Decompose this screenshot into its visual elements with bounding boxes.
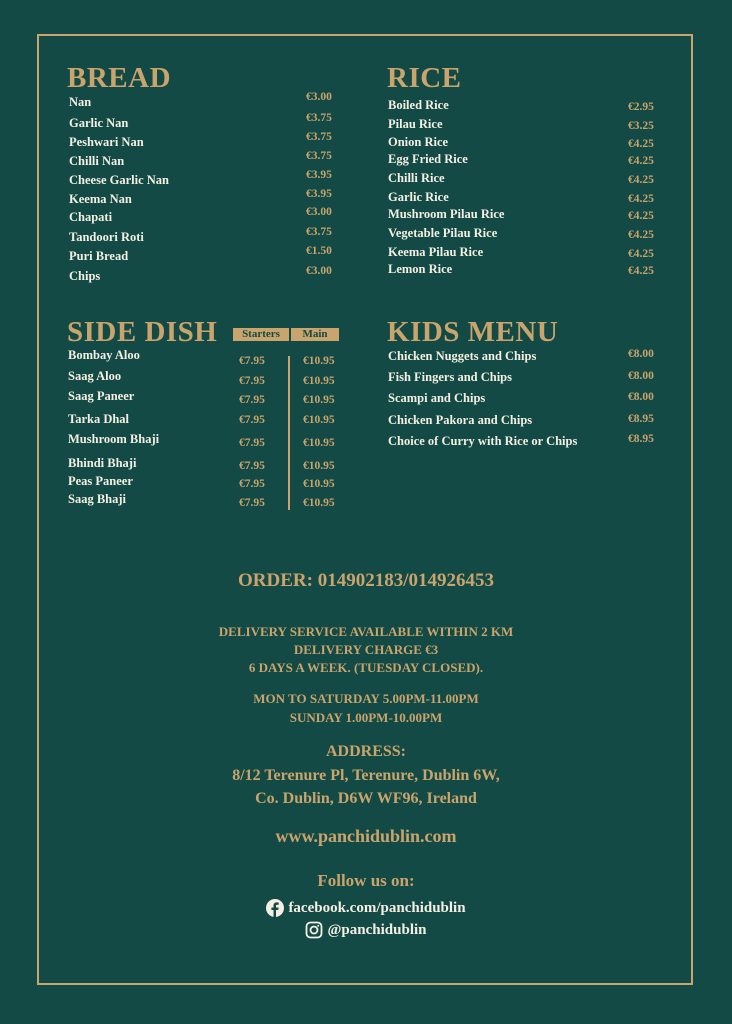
menu-item-name: Mushroom Pilau Rice (388, 207, 505, 221)
kids-item-name: Choice of Curry with Rice or Chips (388, 434, 578, 448)
menu-item-price: €3.95 (306, 169, 332, 181)
main-price: €10.95 (303, 355, 335, 367)
kids-item-price: €8.95 (628, 433, 654, 445)
menu-item-name: Keema Nan (69, 192, 132, 206)
menu-item-name: Chips (69, 269, 101, 283)
side-dish-name: Peas Paneer (68, 474, 133, 488)
main-price: €10.95 (303, 437, 335, 449)
main-price: €10.95 (303, 394, 335, 406)
column-divider (288, 356, 290, 510)
side-dish-name: Bombay Aloo (68, 348, 140, 362)
menu-item-name: Cheese Garlic Nan (69, 173, 169, 187)
side-dish-name: Saag Aloo (68, 369, 122, 383)
menu-item-name: Egg Fried Rice (388, 152, 468, 166)
menu-item-price: €3.00 (306, 265, 332, 277)
menu-item-price: €4.25 (628, 229, 654, 241)
menu-item-name: Chilli Nan (69, 154, 125, 168)
kids-item-price: €8.00 (628, 370, 654, 382)
menu-item-price: €4.25 (628, 193, 654, 205)
menu-item-price: €4.25 (628, 174, 654, 186)
menu-item-price: €3.25 (628, 120, 654, 132)
menu-item-name: Pilau Rice (388, 117, 443, 131)
hours-weekday: MON TO SATURDAY 5.00PM-11.00PM (253, 691, 479, 706)
side-dish-name: Saag Bhaji (68, 492, 127, 506)
menu-item-name: Boiled Rice (388, 98, 449, 112)
kids-item-price: €8.00 (628, 391, 654, 403)
side-dish-name: Bhindi Bhaji (68, 456, 137, 470)
facebook-icon (266, 899, 284, 917)
delivery-days: 6 DAYS A WEEK. (TUESDAY CLOSED). (248, 660, 484, 675)
starter-price: €7.95 (239, 394, 265, 406)
kids-item-name: Scampi and Chips (388, 391, 486, 405)
side-dish-name: Saag Paneer (68, 389, 135, 403)
menu-item-price: €4.25 (628, 248, 654, 260)
menu-item-price: €3.00 (306, 206, 332, 218)
menu-item-name: Keema Pilau Rice (388, 245, 484, 259)
menu-item-price: €3.75 (306, 131, 332, 143)
menu-item-name: Tandoori Roti (69, 230, 144, 244)
side-dish-heading: SIDE DISH (67, 316, 218, 348)
instagram-icon (305, 921, 323, 939)
kids-item-price: €8.95 (628, 413, 654, 425)
follow-us-label: Follow us on: (317, 871, 415, 890)
hours-sunday: SUNDAY 1.00PM-10.00PM (289, 710, 443, 725)
delivery-charge: DELIVERY CHARGE €3 (293, 642, 439, 657)
menu-item-name: Garlic Rice (388, 190, 449, 204)
instagram-handle: @panchidublin (327, 921, 427, 938)
main-price: €10.95 (303, 478, 335, 490)
kids-item-price: €8.00 (628, 348, 654, 360)
main-price: €10.95 (303, 460, 335, 472)
starter-price: €7.95 (239, 478, 265, 490)
menu-item-name: Puri Bread (69, 249, 129, 263)
instagram-link[interactable] (0, 921, 732, 939)
menu-item-name: Nan (69, 95, 92, 109)
menu-item-price: €3.95 (306, 188, 332, 200)
menu-item-price: €1.50 (306, 245, 332, 257)
menu-item-name: Garlic Nan (69, 116, 129, 130)
main-price: €10.95 (303, 375, 335, 387)
address-label: ADDRESS: (325, 743, 406, 760)
starter-price: €7.95 (239, 355, 265, 367)
order-phone: ORDER: 014902183/014926453 (238, 570, 494, 591)
address-line-2: Co. Dublin, D6W WF96, Ireland (255, 790, 477, 807)
delivery-area: DELIVERY SERVICE AVAILABLE WITHIN 2 KM (218, 624, 514, 639)
kids-item-name: Fish Fingers and Chips (388, 370, 512, 384)
website-link[interactable]: www.panchidublin.com (275, 826, 457, 846)
menu-item-name: Lemon Rice (388, 262, 453, 276)
starter-price: €7.95 (239, 437, 265, 449)
main-column-label: Main (291, 328, 339, 341)
starter-price: €7.95 (239, 414, 265, 426)
menu-item-price: €4.25 (628, 210, 654, 222)
kids-item-name: Chicken Pakora and Chips (388, 413, 533, 427)
main-price: €10.95 (303, 497, 335, 509)
menu-item-price: €2.95 (628, 101, 654, 113)
menu-item-price: €3.75 (306, 112, 332, 124)
kids-item-name: Chicken Nuggets and Chips (388, 349, 537, 363)
menu-item-name: Vegetable Pilau Rice (388, 226, 498, 240)
menu-item-price: €4.25 (628, 155, 654, 167)
menu-item-price: €3.75 (306, 150, 332, 162)
menu-item-name: Peshwari Nan (69, 135, 144, 149)
kids-menu-heading: KIDS MENU (387, 316, 559, 348)
starter-price: €7.95 (239, 497, 265, 509)
menu-item-price: €3.75 (306, 226, 332, 238)
menu-item-price: €4.25 (628, 265, 654, 277)
address-line-1: 8/12 Terenure Pl, Terenure, Dublin 6W, (232, 767, 500, 784)
menu-item-name: Onion Rice (388, 135, 449, 149)
facebook-link[interactable] (0, 899, 732, 917)
menu-item-name: Chilli Rice (388, 171, 445, 185)
menu-item-name: Chapati (69, 210, 113, 224)
starter-price: €7.95 (239, 460, 265, 472)
main-price: €10.95 (303, 414, 335, 426)
rice-heading: RICE (387, 62, 462, 94)
menu-item-price: €3.00 (306, 91, 332, 103)
side-dish-name: Mushroom Bhaji (68, 432, 160, 446)
starter-price: €7.95 (239, 375, 265, 387)
bread-heading: BREAD (67, 62, 172, 94)
facebook-handle: facebook.com/panchidublin (288, 899, 466, 916)
side-dish-name: Tarka Dhal (68, 412, 130, 426)
menu-item-price: €4.25 (628, 138, 654, 150)
starters-column-label: Starters (233, 328, 289, 341)
